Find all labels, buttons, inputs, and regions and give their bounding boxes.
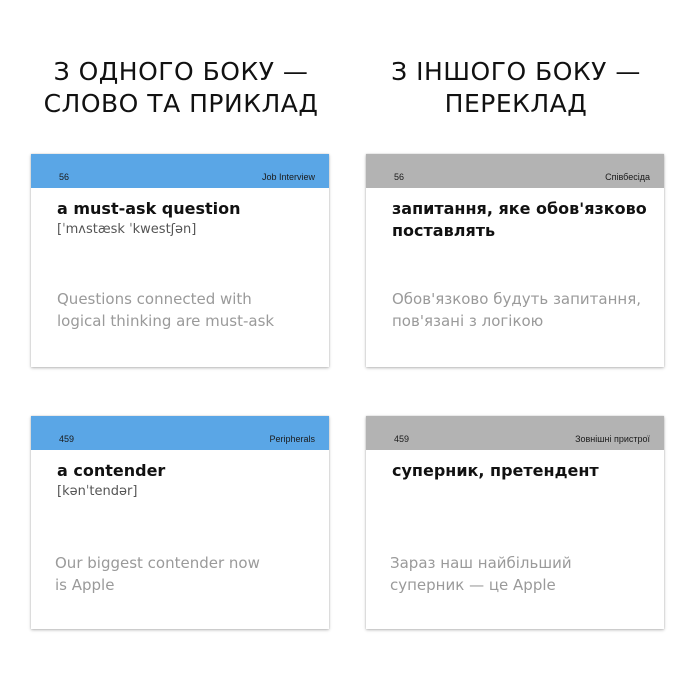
card-example: [390, 552, 660, 596]
card-example-line-2: суперник — це Apple: [390, 576, 556, 594]
card-transcription: [kənˈtendər]: [57, 484, 138, 499]
flashcard-back-must-ask: [366, 154, 664, 367]
card-example: [392, 288, 662, 332]
card-example-line-1: Зараз наш найбільший: [390, 554, 572, 572]
heading-back-line-2: ПЕРЕКЛАД: [444, 89, 588, 118]
card-category: Співбесіда: [605, 172, 650, 182]
card-example: [57, 288, 327, 332]
card-category: Peripherals: [269, 434, 315, 444]
card-example-line-2: пов'язані з логікою: [392, 312, 544, 330]
card-number: 56: [394, 172, 405, 182]
card-term: a contender: [57, 461, 166, 480]
card-example: [55, 552, 325, 596]
card-header: [31, 416, 329, 450]
card-example-line-1: Questions connected with: [57, 290, 252, 308]
heading-back-line-1: З ІНШОГО БОКУ —: [391, 57, 641, 86]
flashcard-front-must-ask: [31, 154, 329, 367]
card-number: 459: [394, 434, 410, 444]
card-header: [31, 154, 329, 188]
card-header: [366, 416, 664, 450]
card-number: 56: [59, 172, 70, 182]
heading-front-line-1: З ОДНОГО БОКУ —: [53, 57, 309, 86]
card-example-line-2: logical thinking are must-ask: [57, 312, 275, 330]
card-term: суперник, претендент: [392, 461, 599, 480]
card-number: 459: [59, 434, 75, 444]
card-header: [366, 154, 664, 188]
card-example-line-1: Our biggest contender now: [55, 554, 260, 572]
heading-front-line-2: СЛОВО ТА ПРИКЛАД: [43, 89, 319, 118]
flashcard-front-contender: [31, 416, 329, 629]
heading-front-side: [31, 56, 331, 120]
flashcard-back-contender: [366, 416, 664, 629]
card-category: Зовнішні пристрої: [575, 434, 650, 444]
heading-back-side: [366, 56, 666, 120]
card-term: a must-ask question: [57, 199, 241, 218]
card-example-line-2: is Apple: [55, 576, 115, 594]
card-transcription: [ˈmʌstæsk ˈkwestʃən]: [57, 222, 197, 237]
card-term: запитання, яке обов'язково поставлять: [392, 199, 647, 240]
card-category: Job Interview: [261, 172, 315, 182]
card-example-line-1: Обов'язково будуть запитання,: [392, 290, 642, 308]
